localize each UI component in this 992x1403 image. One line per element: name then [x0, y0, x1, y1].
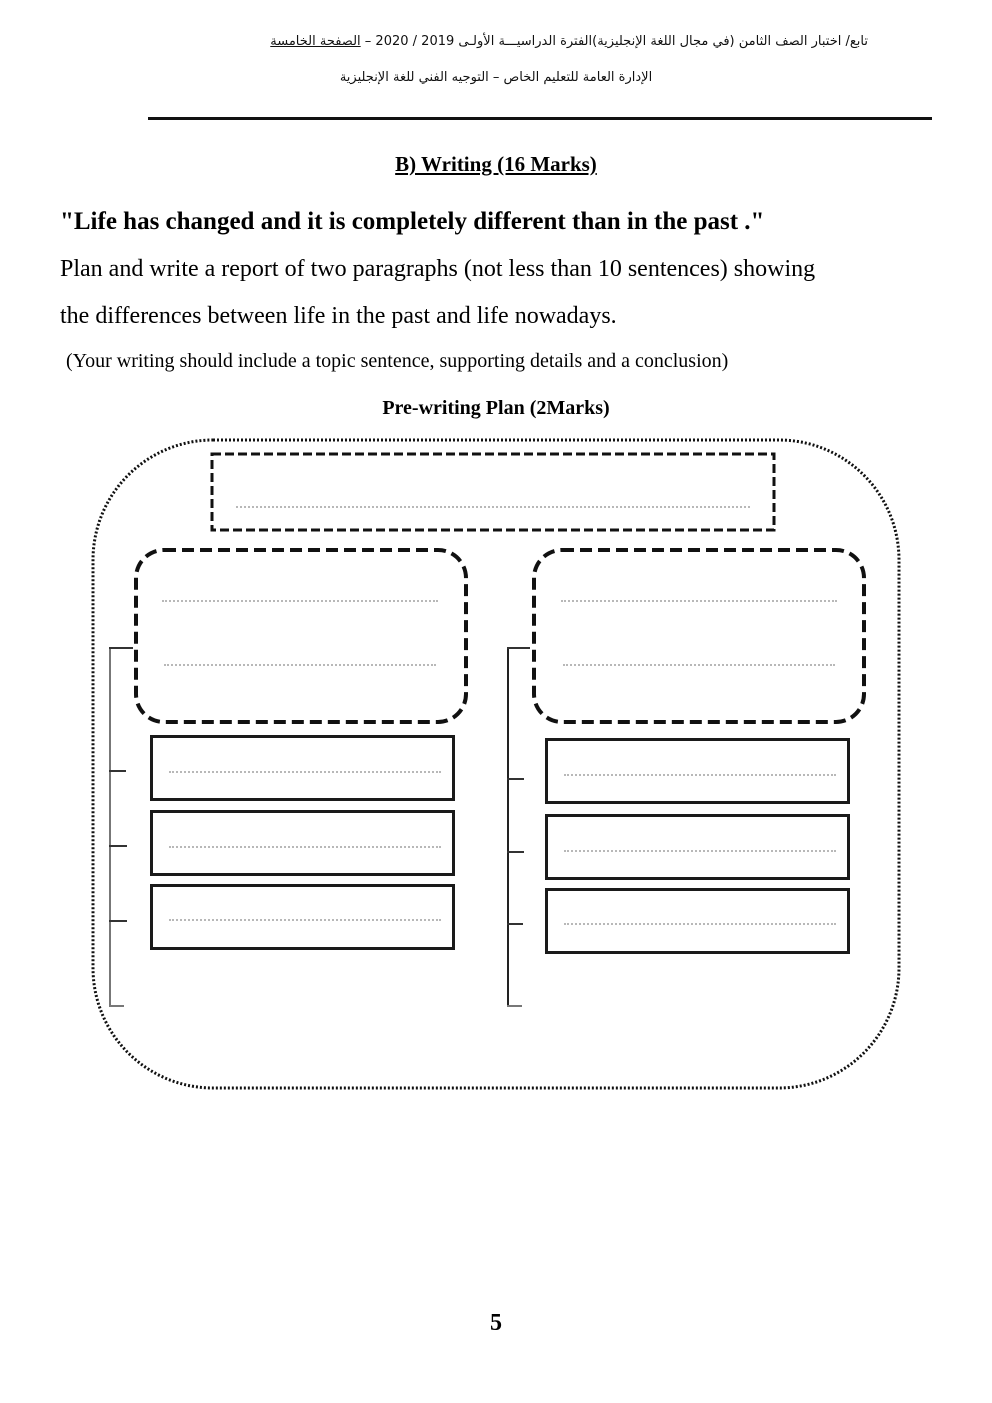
page-number: 5 [490, 1310, 502, 1336]
detail-box[interactable] [150, 735, 455, 801]
main-idea-box-right[interactable] [534, 550, 864, 722]
bracket-line [109, 647, 111, 1007]
bracket-tick [109, 920, 127, 922]
main-idea-line[interactable] [162, 600, 438, 602]
detail-line [169, 919, 441, 921]
header-line-2: الإدارة العامة للتعليم الخاص – التوجيه الفني للغة الإنجليزية [339, 70, 653, 85]
detail-line [169, 771, 441, 773]
main-idea-line[interactable] [563, 664, 835, 666]
topic-line[interactable] [236, 506, 750, 508]
detail-line [564, 850, 836, 852]
instruction-line-2: the differences between life in the past and life nowadays. [60, 303, 617, 329]
writing-note: (Your writing should include a topic sentence, supporting details and a conclusion) [66, 350, 729, 372]
bracket-line [507, 647, 509, 1007]
detail-box[interactable] [150, 884, 455, 950]
bracket-tick [507, 778, 524, 780]
main-idea-line[interactable] [561, 600, 837, 602]
writing-prompt-quote: "Life has changed and it is completely different than in the past ." [60, 208, 765, 235]
plan-title: Pre-writing Plan (2Marks) [382, 397, 610, 419]
detail-box[interactable] [545, 814, 850, 880]
detail-line [564, 923, 836, 925]
main-idea-box-left[interactable] [136, 550, 466, 722]
main-idea-line[interactable] [164, 664, 436, 666]
bracket-bottom-tick [109, 1005, 124, 1007]
header-exam-info: تابع/ اختبار الصف الثامن (في مجال اللغة الإنجليزية)الفترة الدراسيـــة الأولـى 2019 / 2020 – [360, 34, 868, 49]
bracket-top-tick [109, 647, 133, 649]
instruction-line-1: Plan and write a report of two paragraphs (not less than 10 sentences) showing [60, 256, 816, 282]
bracket-tick [507, 923, 523, 925]
bracket-tick [109, 845, 127, 847]
topic-box[interactable] [212, 454, 774, 530]
detail-box[interactable] [545, 888, 850, 954]
section-title: B) Writing (16 Marks) [395, 152, 597, 176]
bracket-tick [507, 851, 524, 853]
bracket-top-tick [507, 647, 530, 649]
bracket-tick [109, 770, 126, 772]
bracket-bottom-tick [507, 1005, 522, 1007]
header-page-label: الصفحة الخامسة [270, 34, 361, 49]
detail-line [564, 774, 836, 776]
detail-box[interactable] [545, 738, 850, 804]
detail-box[interactable] [150, 810, 455, 876]
detail-line [169, 846, 441, 848]
